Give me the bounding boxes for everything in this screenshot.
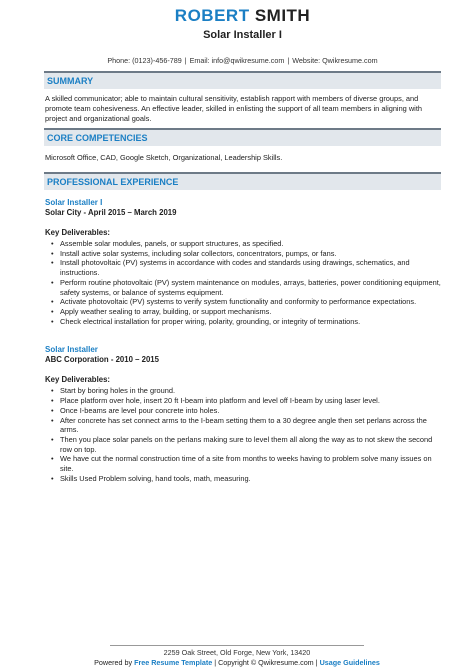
last-name: SMITH xyxy=(254,6,311,25)
list-item: • Install active solar systems, including solar collectors, concentrators, pumps, or fans. xyxy=(45,249,441,259)
job-entry xyxy=(44,326,441,483)
footer-credits: Powered by Free Resume Template | Copyright © Qwikresume.com | Usage Guidelines xyxy=(94,658,380,667)
template-link[interactable]: Free Resume Template xyxy=(134,658,213,667)
candidate-name xyxy=(44,0,441,26)
list-item: • We have cut the normal construction time of a site from months to weeks having to problem solve many issues on site. xyxy=(45,454,441,473)
job-company-dates: Solar City - April 2015 – March 2019 xyxy=(45,208,177,218)
website[interactable]: Website: Qwikresume.com xyxy=(292,56,378,65)
list-item: • Perform routine photovoltaic (PV) system maintenance on modules, arrays, batteries, power conditioning equipment, safety systems, or balance of systems equipment. xyxy=(45,278,441,297)
section-heading: SUMMARY xyxy=(44,71,441,89)
list-item: • After concrete has set connect arms to the I-beam setting them to a 30 degree angle then set perlans across the arms. xyxy=(45,416,441,435)
summary-text: A skilled communicator; able to maintain cultural sensitivity, establish rapport with members of diverse groups, and promote team cohesiveness. An effective leader, skilled in enlisting the support of all team members in aligning with project and organizational goals. xyxy=(45,94,422,123)
deliverables-list xyxy=(45,386,441,483)
page-footer xyxy=(0,645,474,668)
list-item: • Install photovoltaic (PV) systems in accordance with codes and standards using drawings, schematics, and instructions. xyxy=(45,258,441,277)
list-item: • Start by boring holes in the ground. xyxy=(45,386,441,396)
job-company-dates: ABC Corporation - 2010 – 2015 xyxy=(45,355,159,365)
list-item: • Once I-beams are level pour concrete into holes. xyxy=(45,406,441,416)
competencies-section xyxy=(44,128,441,163)
list-item: • Place platform over hole, insert 20 ft I-beam into platform and level off I-beam by using laser level. xyxy=(45,396,441,406)
powered-by: Powered by xyxy=(94,658,133,667)
section-heading: PROFESSIONAL EXPERIENCE xyxy=(44,172,441,190)
list-item: • Skills Used Problem solving, hand tools, math, measuring. xyxy=(45,474,441,484)
experience-section xyxy=(44,172,441,483)
email[interactable]: Email: info@qwikresume.com xyxy=(189,56,285,65)
footer-address: 2259 Oak Street, Old Forge, New York, 13420 xyxy=(110,645,364,658)
guidelines-link[interactable]: Usage Guidelines xyxy=(319,658,380,667)
summary-section xyxy=(44,71,441,123)
copyright: Copyright © Qwikresume.com xyxy=(218,658,314,667)
competencies-text: Microsoft Office, CAD, Google Sketch, Organizational, Leadership Skills. xyxy=(45,153,283,163)
list-item: • Assemble solar modules, panels, or support structures, as specified. xyxy=(45,239,441,249)
deliverables-list xyxy=(45,239,441,326)
job-entry xyxy=(44,190,441,326)
list-item: • Then you place solar panels on the perlans making sure to level them all along the way as to not skew the second row on top. xyxy=(45,435,441,454)
job-title: Solar Installer xyxy=(45,345,98,355)
first-name: ROBERT xyxy=(174,6,250,25)
deliverables-label: Key Deliverables: xyxy=(45,375,111,385)
list-item: • Check electrical installation for proper wiring, polarity, grounding, or integrity of terminations. xyxy=(45,317,441,327)
section-heading: CORE COMPETENCIES xyxy=(44,128,441,146)
deliverables-label: Key Deliverables: xyxy=(45,228,111,238)
phone: Phone: (0123)-456-789 xyxy=(107,56,182,65)
list-item: • Activate photovoltaic (PV) systems to verify system functionality and conformity to performance expectations. xyxy=(45,297,441,307)
job-title-header: Solar Installer I xyxy=(203,29,282,41)
job-title: Solar Installer I xyxy=(45,198,103,208)
list-item: • Apply weather sealing to array, building, or support mechanisms. xyxy=(45,307,441,317)
contact-line: Phone: (0123)-456-789 | Email: info@qwikresume.com | Website: Qwikresume.com xyxy=(107,56,378,65)
